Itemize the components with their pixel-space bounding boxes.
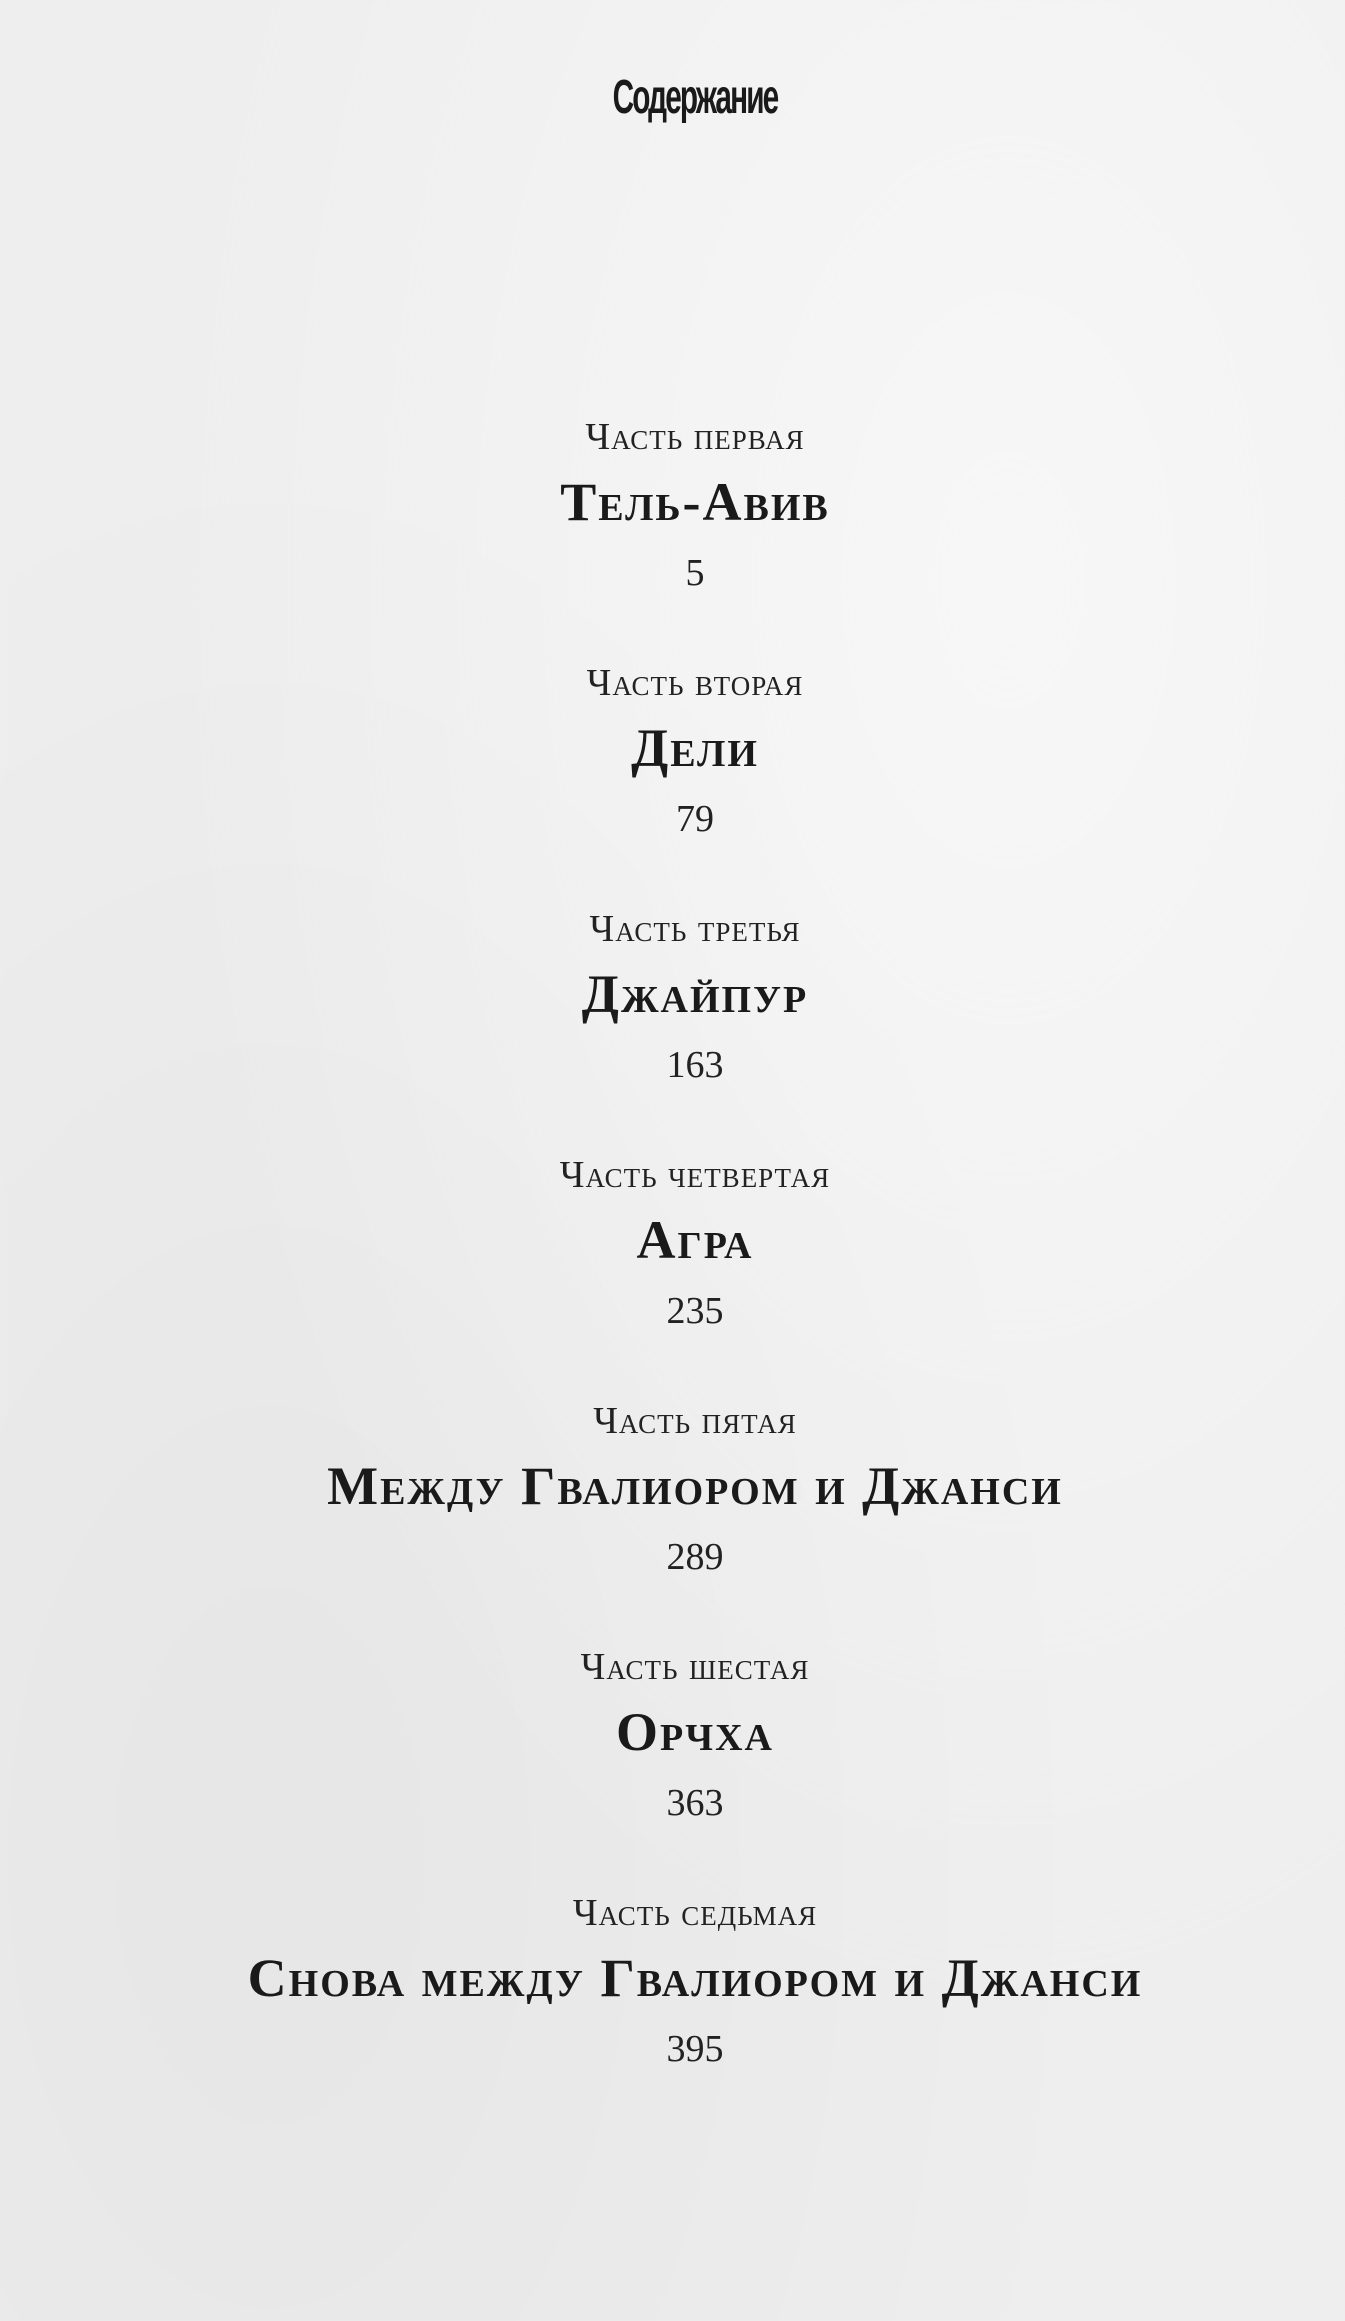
part-title: Между Гвалиором и Джанси <box>327 1456 1063 1516</box>
part-page-number: 289 <box>666 1536 724 1578</box>
part-label: Часть пятая <box>593 1400 797 1442</box>
part-label: Часть шестая <box>580 1646 810 1688</box>
toc-entry-part-7[interactable] <box>0 1888 1345 2074</box>
part-page-number: 395 <box>666 2028 724 2070</box>
toc-entry-part-1[interactable] <box>0 412 1345 598</box>
part-title: Тель-Авив <box>560 472 830 532</box>
part-page-number: 363 <box>666 1782 724 1824</box>
part-title: Дели <box>631 718 759 778</box>
toc-entry-part-5[interactable] <box>0 1396 1345 1582</box>
part-page-number: 79 <box>676 798 714 840</box>
part-label: Часть первая <box>585 416 805 458</box>
toc-entry-part-6[interactable] <box>0 1642 1345 1828</box>
part-title: Джайпур <box>581 964 809 1024</box>
part-title: Орчха <box>616 1702 774 1762</box>
part-label: Часть седьмая <box>572 1892 818 1934</box>
toc-entry-part-4[interactable] <box>0 1150 1345 1336</box>
part-label: Часть вторая <box>586 662 804 704</box>
part-page-number: 5 <box>685 552 705 594</box>
toc-entry-part-2[interactable] <box>0 658 1345 844</box>
part-page-number: 235 <box>666 1290 724 1332</box>
part-title: Снова между Гвалиором и Джанси <box>247 1948 1143 2008</box>
part-label: Часть третья <box>589 908 801 950</box>
part-title: Агра <box>636 1210 754 1270</box>
page-title: Содержание <box>612 71 778 124</box>
toc-entry-part-3[interactable] <box>0 904 1345 1090</box>
part-label: Часть четвертая <box>559 1154 831 1196</box>
part-page-number: 163 <box>666 1044 724 1086</box>
